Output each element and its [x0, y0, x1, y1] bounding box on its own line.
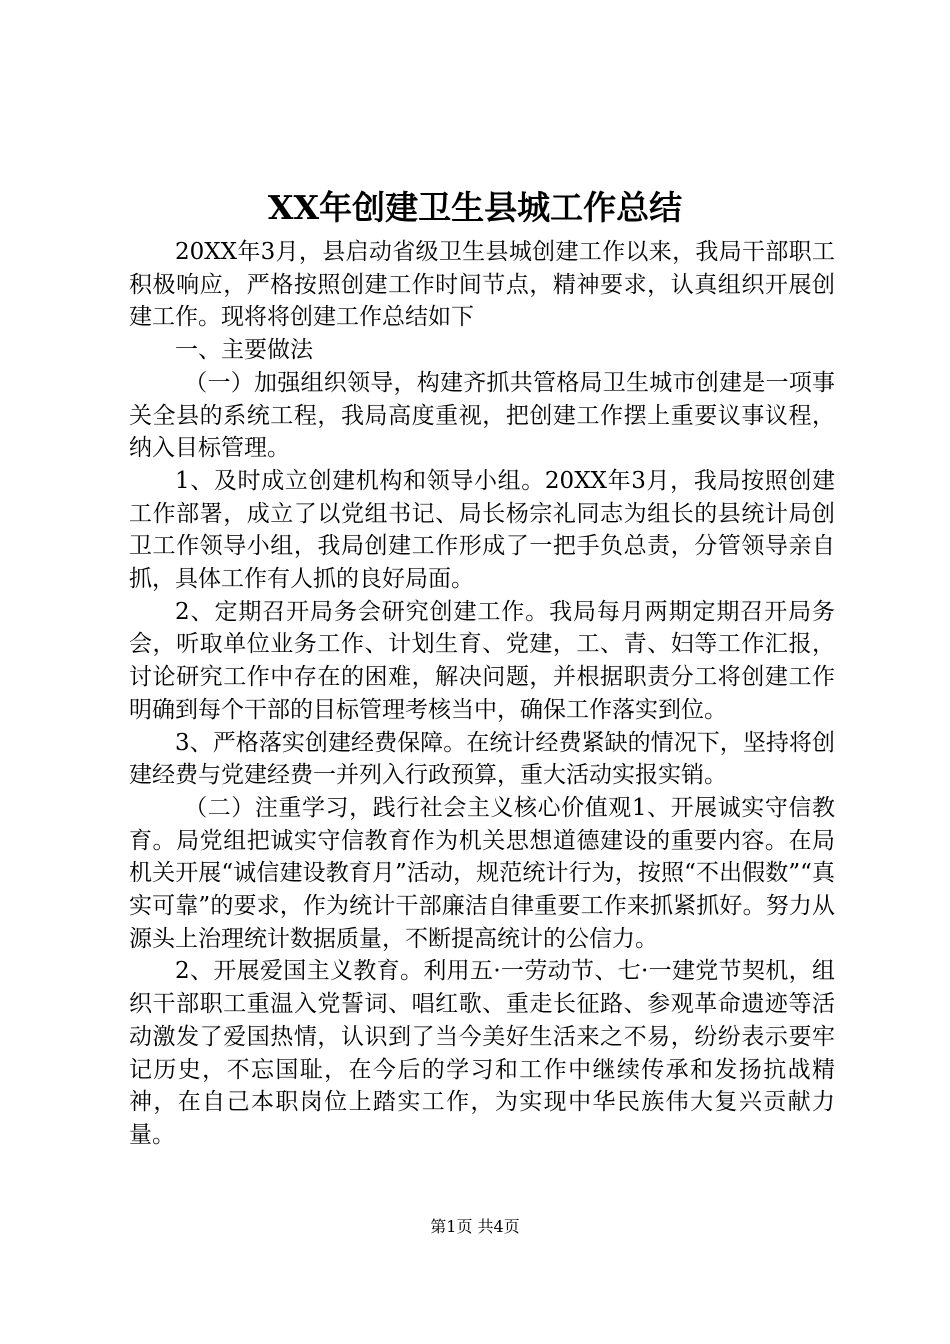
intro-paragraph: 20XX年3月，县启动省级卫生县城创建工作以来，我局干部职工积极响应，严格按照创建工作时间节点，精神要求，认真组织开展创建工作。现将将创建工作总结如下: [129, 239, 835, 331]
item-paragraph: 2、开展爱国主义教育。利用五·一劳动节、七·一建党节契机，组织干部职工重温入党誓词、唱红歌、重走长征路、参观革命遗迹等活动激发了爱国热情，认识到了当今美好生活来之不易，纷纷表示要牢记历史，不忘国耻，在今后的学习和工作中继续传承和发扬抗战精神，在自己本职岗位上踏实工作，为实现中华民族伟大复兴贡献力量。: [129, 958, 835, 1148]
document-title: XX年创建卫生县城工作总结: [267, 188, 683, 227]
subsection-paragraph: （一）加强组织领导，构建齐抓共管格局卫生城市创建是一项事关全县的系统工程，我局高度重视，把创建工作摆上重要议事议程，纳入目标管理。: [129, 369, 835, 462]
section-heading: 一、主要做法: [175, 337, 313, 364]
item-paragraph: 2、定期召开局务会研究创建工作。我局每月两期定期召开局务会，听取单位业务工作、计划生育、党建，工、青、妇等工作汇报，讨论研究工作中存在的困难，解决问题，并根据职责分工将创建工作明确到每个干部的目标管理考核当中，确保工作落实到位。: [129, 598, 835, 723]
item-paragraph: 1、及时成立创建机构和领导小组。20XX年3月，我局按照创建工作部署，成立了以党组书记、局长杨宗礼同志为组长的县统计局创卫工作领导小组，我局创建工作形成了一把手负总责，分管领导亲自抓，具体工作有人抓的良好局面。: [129, 467, 835, 593]
subsection-paragraph: （二）注重学习，践行社会主义核心价值观1、开展诚实守信教育。局党组把诚实守信教育作为机关思想道德建设的重要内容。在局机关开展“诚信建设教育月”活动，规范统计行为，按照“不出假数”“真实可靠”的要求，作为统计干部廉洁自律重要工作来抓紧抓好。努力从源头上治理统计数据质量，不断提高统计的公信力。: [129, 794, 835, 952]
document-body: [129, 236, 835, 1152]
item-paragraph: 3、严格落实创建经费保障。在统计经费紧缺的情况下，坚持将创建经费与党建经费一并列入行政预算，重大活动实报实销。: [129, 729, 835, 789]
page-number-footer: 第1页 共4页: [430, 1217, 520, 1236]
